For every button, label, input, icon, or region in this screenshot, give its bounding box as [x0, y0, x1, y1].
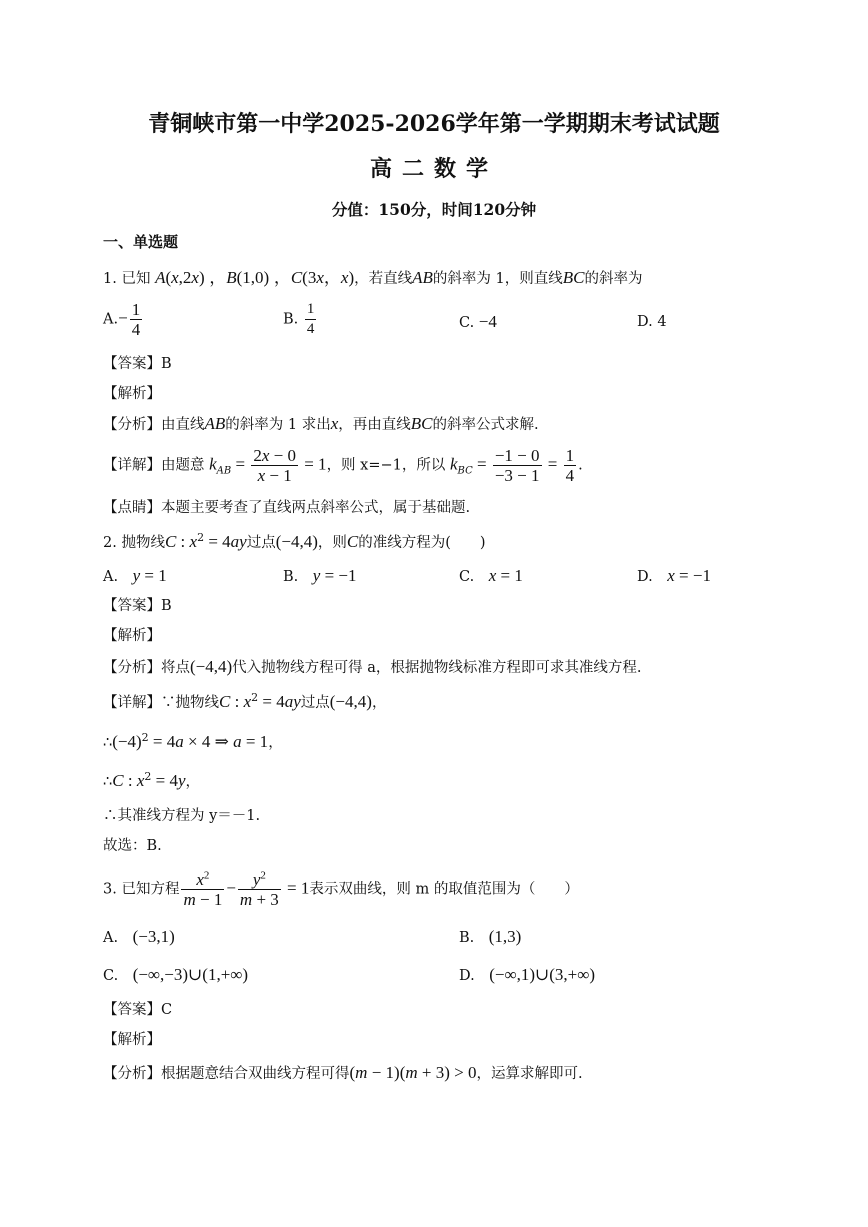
- exam-title: 青铜峡市第一中学2025-2026学年第一学期期末考试试题: [148, 111, 720, 137]
- q2-choose: 故选：B.: [103, 838, 162, 854]
- q3-stem: 3. 已知方程 $\frac{x^2}{m - 1}$ − $\frac{y^2}{m + 3}$ = 1表示双曲线，则 m 的取值范围为（ ）: [103, 869, 579, 909]
- q2-answer: 【答案】B: [103, 598, 172, 614]
- q3-fenxi: 【分析】根据题意结合双曲线方程可得(m − 1)(m + 3) > 0，运算求解即可.: [103, 1063, 583, 1082]
- q1-xiangjie: 【详解】由题意 $k_{AB}$ = $\frac{2x - 0}{x - 1}$ = 1，则 x=−1，所以 $k_{BC}$ = $\frac{-1 - 0}{-3 - 1}$ = $\frac{1}{4}$ .: [103, 446, 583, 485]
- q1-analysis-label: 【解析】: [103, 386, 161, 402]
- subject-title: 高二数学: [369, 156, 498, 182]
- q2-option-d: D. x = −1: [637, 566, 711, 585]
- q3-option-d: D. (−∞,1)∪(3,+∞): [459, 965, 596, 984]
- score-time-info: 分值：150分，时间120分钟: [331, 200, 537, 219]
- q3-option-b: B. (1,3): [459, 927, 522, 946]
- q1-fenxi: 【分析】由直线AB的斜率为 1 求出x，再由直线BC的斜率公式求解.: [103, 414, 539, 433]
- q2-step-3: ∴其准线方程为 y＝－1.: [103, 808, 261, 824]
- q1-option-a: A.− $\frac{1}{4}$: [103, 300, 141, 339]
- q3-option-c: C. (−∞,−3)∪(1,+∞): [103, 965, 249, 984]
- q2-step-1: $\therefore(-4)^2 = 4a \times 4$ ⇒ a = 1，: [103, 731, 283, 751]
- q3-option-a: A. (−3,1): [103, 927, 175, 946]
- q1-option-d: D. 4: [637, 314, 667, 330]
- q2-xiangjie: 【详解】∵抛物线C : $x^2 = 4ay$过点(−4,4)，: [103, 691, 387, 711]
- q1-option-c: C. −4: [459, 312, 497, 331]
- q2-step-2: ∴C : $x^2 = 4y$，: [103, 770, 200, 790]
- q2-option-b: B. y = −1: [283, 566, 357, 585]
- q2-option-c: C. x = 1: [459, 566, 523, 585]
- q1-dianjing: 【点睛】本题主要考查了直线两点斜率公式，属于基础题.: [103, 500, 471, 516]
- q2-stem: 2. 抛物线C : $x^2 = 4ay$过点(−4,4)，则C的准线方程为( ): [103, 531, 486, 551]
- q1-stem: 1. 已知 A(x,2x) ，B(1,0) ，C(3x，x)，若直线AB的斜率为 1，则直线BC的斜率为: [103, 268, 643, 287]
- q1-answer: 【答案】B: [103, 356, 172, 372]
- q2-option-a: A. y = 1: [103, 566, 167, 585]
- q3-answer: 【答案】C: [103, 1002, 173, 1018]
- q2-fenxi: 【分析】将点(−4,4)代入抛物线方程可得 a，根据抛物线标准方程即可求其准线方程.: [103, 657, 642, 676]
- section-heading: 一、单选题: [103, 233, 179, 251]
- q3-analysis-label: 【解析】: [103, 1032, 161, 1048]
- q1-option-b: B. $\frac{1}{4}$: [283, 301, 315, 337]
- q2-analysis-label: 【解析】: [103, 628, 161, 644]
